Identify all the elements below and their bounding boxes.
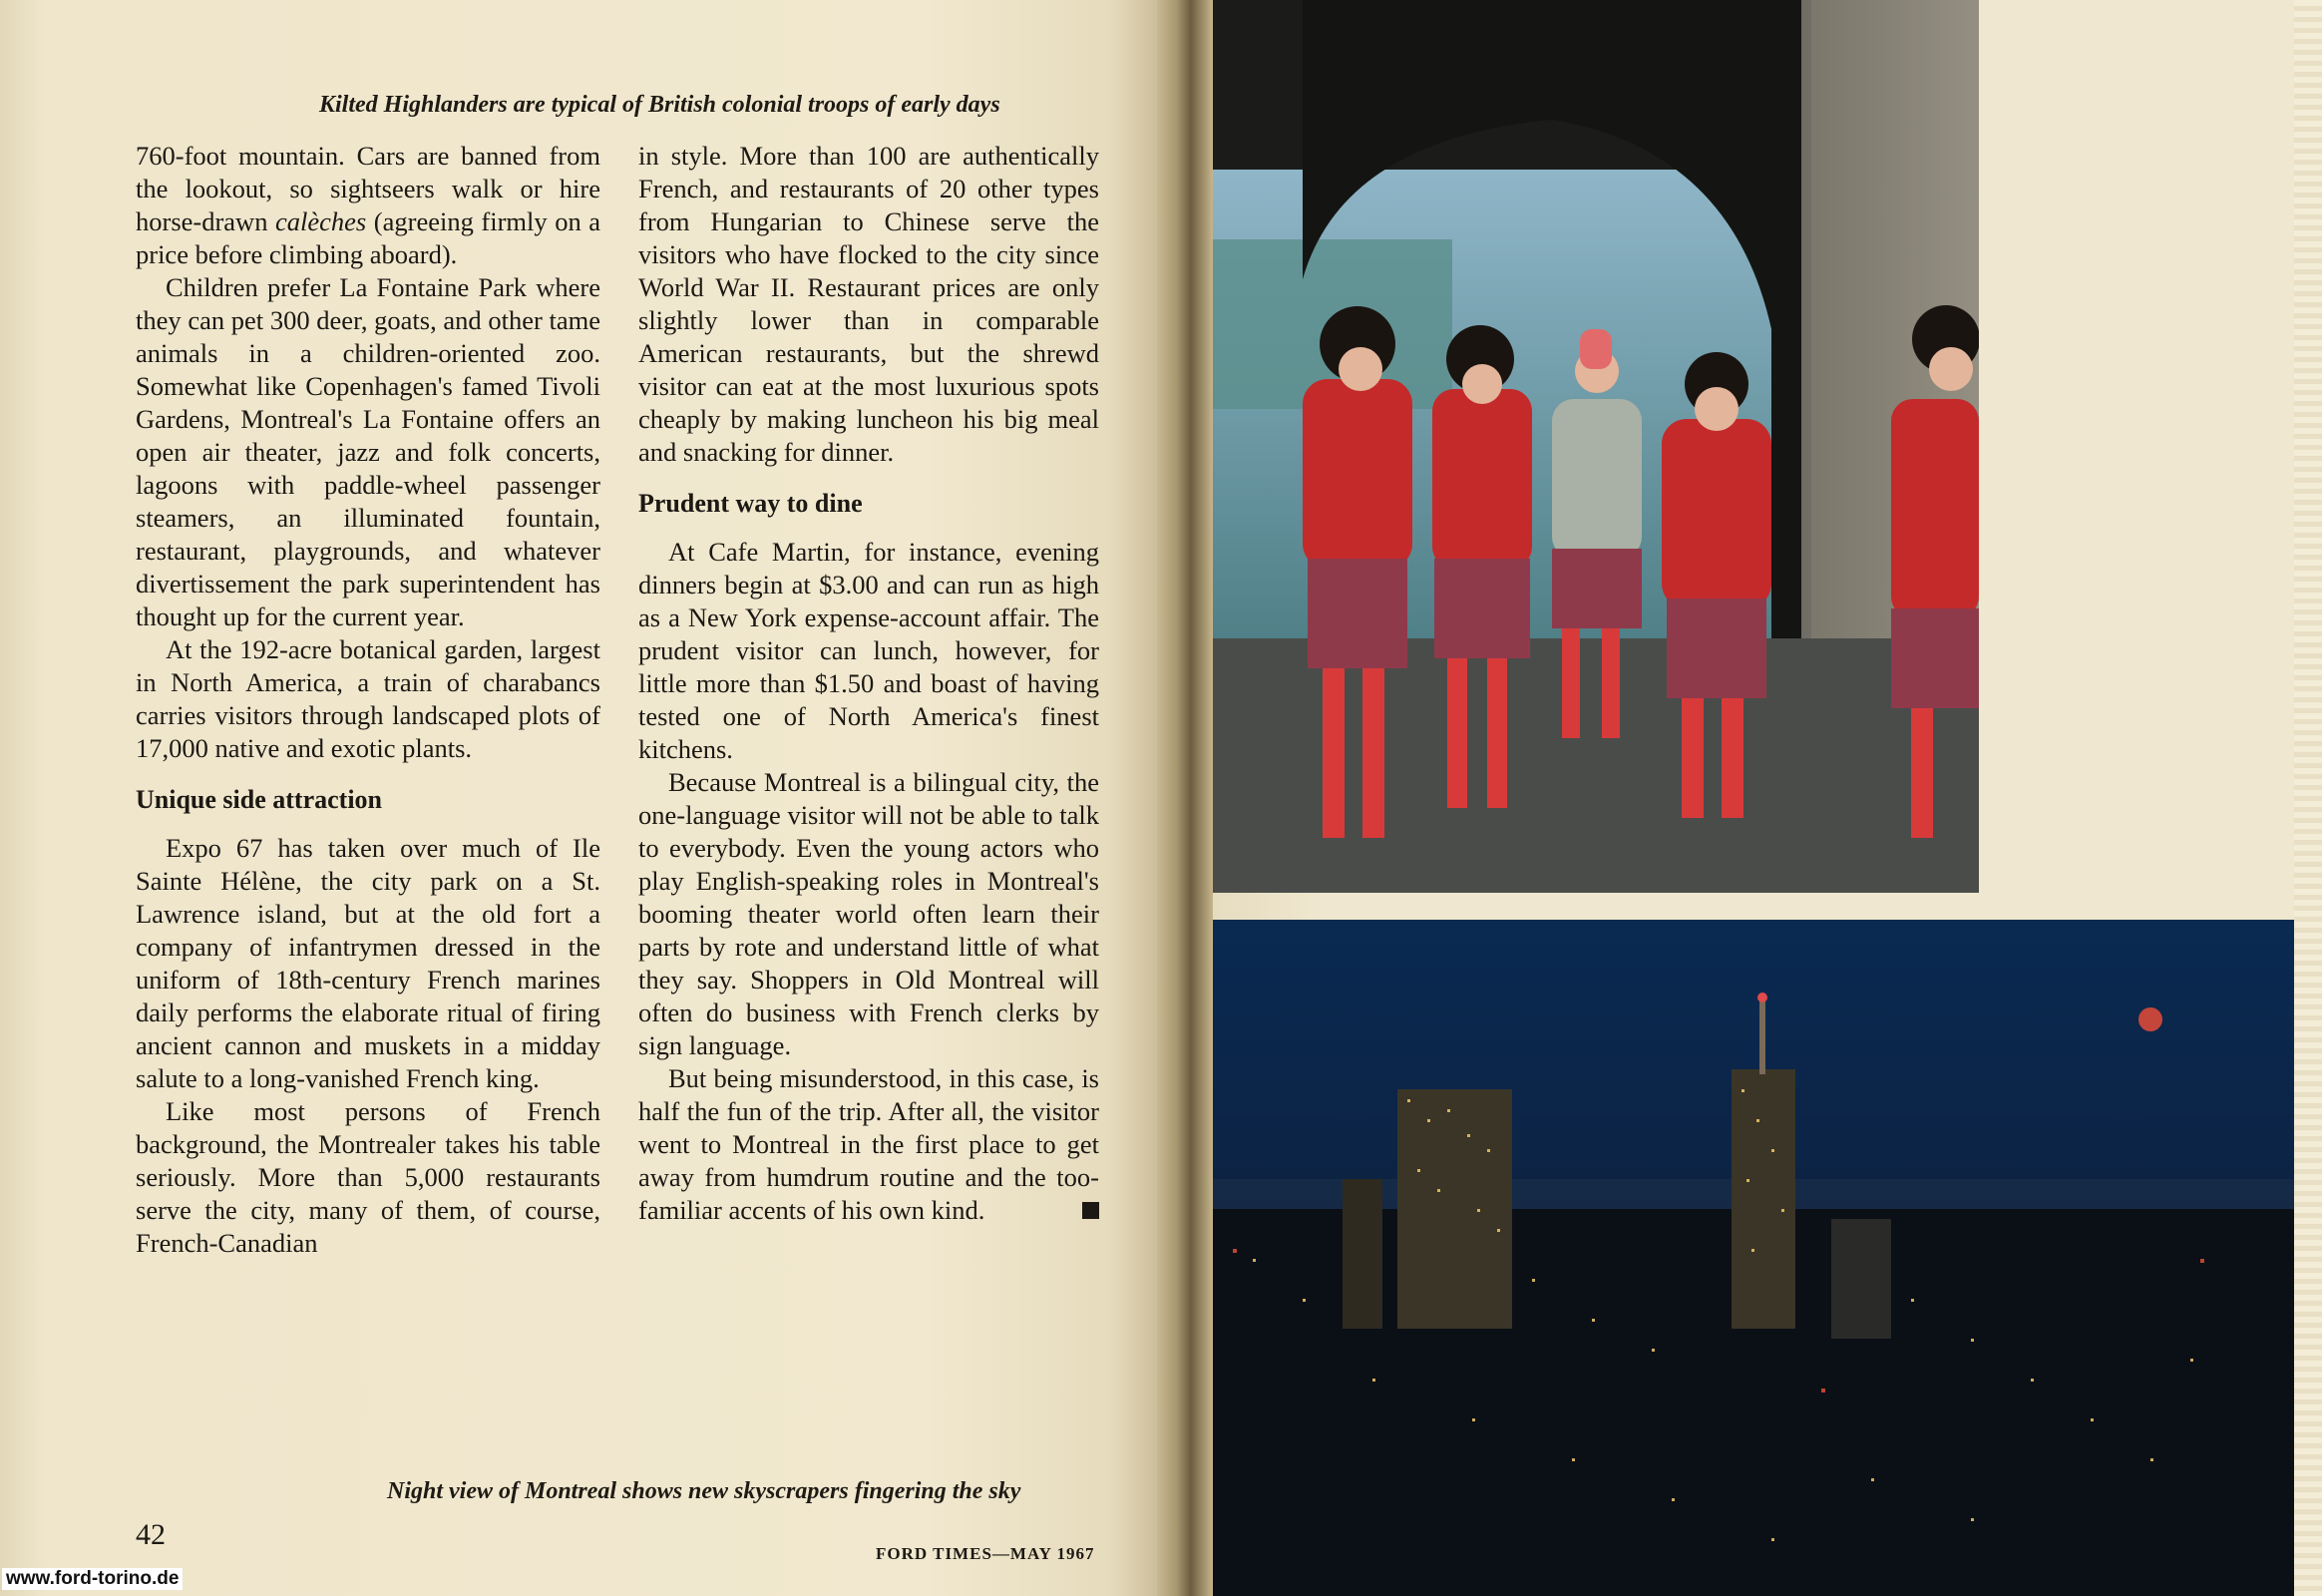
- paragraph: 760-foot mountain. Cars are banned from the lookout, so sightseers walk or hire horse-drawn calèches (agreeing firmly on a price before climbing aboard).: [136, 141, 601, 269]
- paragraph: Like most persons of French background, the Montrealer takes his table seriously. More than 5,000 restaurants serve the city, many of them, of course, French-Canadian: [136, 1096, 600, 1258]
- paragraph: At the 192-acre botanical garden, largest in North America, a train of charabancs carries visitors through landscaped plots of 17,000 native and exotic plants.: [136, 634, 600, 763]
- text-column-2: [638, 140, 1099, 1227]
- page-edge: [2294, 0, 2322, 1596]
- end-of-article-mark: [1082, 1202, 1099, 1219]
- section-heading: Prudent way to dine: [638, 489, 863, 518]
- paragraph: Expo 67 has taken over much of Ile Sainte Hélène, the city park on a St. Lawrence island, but at the old fort a company of infantrymen dressed in the uniform of 18th-century French marines daily performs the elaborate ritual of firing ancient cannon and muskets in a midday salute to a long-vanished French king.: [136, 833, 600, 1093]
- paragraph: Children prefer La Fontaine Park where they can pet 300 deer, goats, and other tame animals in a children-oriented zoo. Somewhat like Copenhagen's famed Tivoli Gardens, Montreal's La Fontaine offers an open air theater, jazz and folk concerts, lagoons with paddle-wheel passenger steamers, an illuminated fountain, restaurant, playgrounds, and whatever divertissement the park superintendent has thought up for the current year.: [136, 272, 600, 631]
- paragraph: in style. More than 100 are authentically French, and restaurants of 20 other types from Hungarian to Chinese serve the visitors who have flocked to the city since World War II. Restaurant prices are only slightly lower than in comparable American restaurants, but the shrewd visitor can eat at the most luxurious spots cheaply by making luncheon his big meal and snacking for dinner.: [638, 141, 1099, 467]
- page-number: 42: [136, 1518, 166, 1551]
- paragraph: Because Montreal is a bilingual city, the one-language visitor will not be able to talk to everybody. Even the young actors who play English-speaking roles in Montreal's booming theater world often learn their parts by rote and understand little of what they say. Shoppers in Old Montreal will often do business with French clerks by sign language.: [638, 767, 1099, 1060]
- caption-highlanders: Kilted Highlanders are typical of British colonial troops of early days: [319, 92, 1000, 118]
- paragraph: But being misunderstood, in this case, is half the fun of the trip. After all, the visitor went to Montreal in the first place to get away from humdrum routine and the too-familiar accents of his own kind.: [638, 1063, 1099, 1225]
- caption-night-view: Night view of Montreal shows new skyscrapers fingering the sky: [387, 1478, 1021, 1504]
- watermark: www.ford-torino.de: [2, 1568, 183, 1590]
- page-gutter: [1157, 0, 1213, 1596]
- section-heading: Unique side attraction: [136, 785, 382, 814]
- magazine-footer: FORD TIMES—MAY 1967: [876, 1544, 1095, 1563]
- text-column-1: [136, 140, 600, 1260]
- photo-highlanders: [1213, 0, 1979, 893]
- paragraph: At Cafe Martin, for instance, evening dinners begin at $3.00 and can run as high as a New York expense-account affair. The prudent visitor can lunch, however, for little more than $1.50 and boast of having tested one of North America's finest kitchens.: [638, 537, 1099, 764]
- photo-montreal-night: [1213, 920, 2294, 1596]
